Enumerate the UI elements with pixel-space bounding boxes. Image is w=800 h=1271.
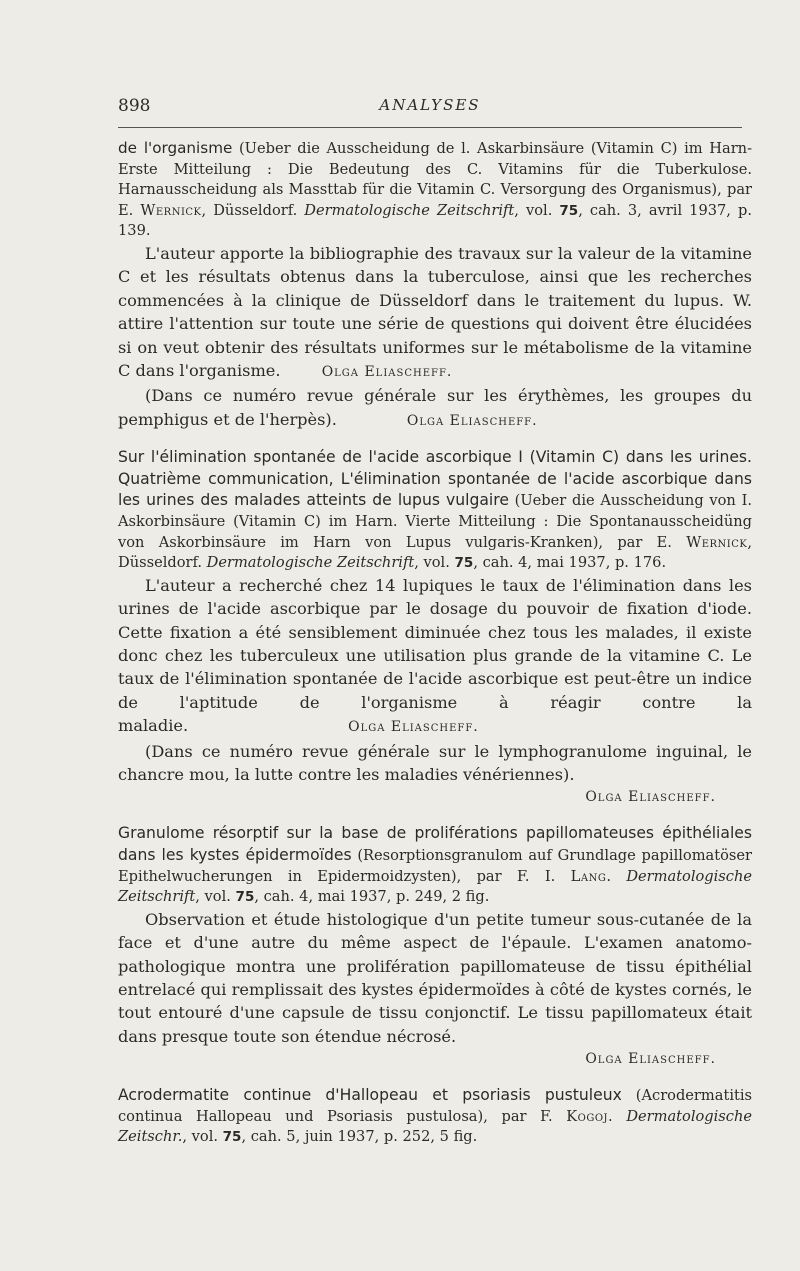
spacer bbox=[118, 809, 752, 823]
page-content bbox=[118, 138, 752, 1148]
article-3 bbox=[118, 823, 752, 1071]
place: , Düsseldorf. bbox=[118, 533, 752, 572]
signature: Olga Eliascheff. bbox=[585, 1051, 716, 1068]
signature: Olga Eliascheff. bbox=[585, 789, 716, 806]
article-title: de l'organisme bbox=[118, 139, 233, 157]
volume: 75 bbox=[559, 202, 579, 219]
ref-issue: , cah. 3, avril 1937, p. 139. bbox=[118, 201, 752, 240]
article-reference: (Acrodermatitis continua Hallopeau und Psoriasis pustulosa), par F. bbox=[118, 1087, 753, 1125]
journal-name: Dermatologische Zeitschrift bbox=[206, 554, 415, 572]
abstract-paragraph bbox=[118, 574, 752, 740]
author-name: Wernick bbox=[140, 201, 202, 219]
place: . bbox=[608, 1107, 627, 1125]
signature: Olga Eliascheff. bbox=[406, 412, 538, 429]
signature: Olga Eliascheff. bbox=[321, 364, 453, 380]
journal-name: Dermatologische Zeitschrift bbox=[118, 867, 753, 906]
article-title: Granulome résorptif sur la base de proliférations papillomateuses épithéliales dans les kystes épidermoïdes bbox=[118, 824, 752, 865]
abstract-paragraph bbox=[118, 242, 752, 384]
ref-vol-label: , vol. bbox=[414, 554, 455, 572]
ref-issue: , cah. 4, mai 1937, p. 176. bbox=[473, 554, 667, 572]
place: , Düsseldorf. bbox=[201, 201, 305, 219]
ref-issue: , cah. 4, mai 1937, p. 249, 2 fig. bbox=[254, 888, 490, 906]
header-rule bbox=[118, 127, 742, 128]
ref-vol-label: , vol. bbox=[195, 888, 236, 906]
journal-name: Dermatologische Zeitschrift bbox=[304, 201, 515, 219]
volume: 75 bbox=[235, 889, 255, 906]
article-title: Acrodermatite continue d'Hallopeau et psoriasis pustuleux bbox=[118, 1086, 622, 1105]
note-paragraph bbox=[118, 384, 752, 433]
article-reference: (Resorptionsgranulom auf Grundlage papillomatöser Epithelwucherungen in Epidermoidzysten), par F. I. bbox=[118, 847, 752, 885]
article-4 bbox=[118, 1085, 752, 1148]
note-paragraph: (Dans ce numéro revue générale sur le lymphogranulome inguinal, le chancre mou, la lutte contre les maladies vénériennes). bbox=[118, 741, 752, 785]
article-2 bbox=[118, 447, 752, 809]
author-name: Kogoj bbox=[566, 1107, 609, 1125]
abstract-paragraph: Observation et étude histologique d'un petite tumeur sous-cutanée de la face et d'une autre du même aspect de l'épaule. L'examen anatomo-pathologique montra une prolifération papillomateuse de tissu épithélial entrelacé qui remplissait des kystes épidermoïdes à côté de kystes cornés, le tout entouré d'une capsule de tissu conjonctif. Le tissu papillomateux était dans presque toute son étendue nécrosé. bbox=[118, 909, 752, 1046]
author-name: Wernick bbox=[686, 533, 748, 551]
abstract-text: L'auteur apporte la bibliographie des travaux sur la valeur de la vitamine C et les résultats obtenus dans la tuberculose, ainsi que les recherches commencées à la clinique de Düsseldorf dans le traitement du lupus. W. attire l'attention sur toute une série de questions qui doivent être élucidées si on veut obtenir des résultats uniformes sur le métabolisme de la vitamine C dans l'organisme. bbox=[118, 243, 752, 380]
running-title: ANALYSES bbox=[379, 96, 481, 114]
ref-vol-label: , vol. bbox=[182, 1128, 223, 1146]
place: . bbox=[606, 867, 627, 885]
abstract-text: L'auteur a recherché chez 14 lupiques le taux de l'élimination dans les urines de l'acide ascorbique par le dosage du pouvoir de fixation d'iode. Cette fixation a été sensiblement diminuée chez tous les malades, il existe donc chez les tuberculeux une utilisation plus grande de la vitamine C. Le taux de l'élimination spontanée de l'acide ascorbique est peut-être un indice de l'aptitude de l'organisme à réagir contre la maladie. bbox=[118, 575, 752, 736]
article-reference: (Ueber die Ausscheidung von I. Askorbinsäure (Vitamin C) im Harn. Vierte Mitteilung : Die Spontanausscheidüng von Askorbinsäure im Harn von Lupus vulgaris-Kranken), par E. bbox=[118, 492, 752, 551]
volume: 75 bbox=[454, 555, 474, 572]
journal-name: Dermatologische Zeitschr. bbox=[118, 1107, 752, 1146]
article-title: Sur l'élimination spontanée de l'acide ascorbique I (Vitamin C) dans les urines. Quatrième communication, L'élimination spontanée de l'acide ascorbique dans les urines des malades atteints de lupus vulgaire bbox=[118, 448, 752, 510]
ref-issue: , cah. 5, juin 1937, p. 252, 5 fig. bbox=[241, 1128, 478, 1146]
page-number: 898 bbox=[118, 96, 151, 116]
article-1 bbox=[118, 138, 752, 433]
volume: 75 bbox=[222, 1129, 242, 1146]
spacer bbox=[118, 433, 752, 447]
article-reference: (Ueber die Ausscheidung de l. Askarbinsäure (Vitamin C) im Harn-Erste Mitteilung : Die Bedeutung des C. Vitamins für die Tuberkulose. Harnausscheidung als Massttab für die Vitamin C. Versorgung des Organismus), par E. bbox=[118, 140, 752, 219]
spacer bbox=[118, 1071, 752, 1085]
author-name: Lang bbox=[570, 867, 607, 885]
ref-vol-label: , vol. bbox=[514, 201, 560, 219]
note-text: (Dans ce numéro revue générale sur les érythèmes, les groupes du pemphigus et de l'herpès). bbox=[118, 386, 752, 429]
page-header bbox=[118, 96, 742, 126]
signature: Olga Eliascheff. bbox=[348, 719, 479, 736]
